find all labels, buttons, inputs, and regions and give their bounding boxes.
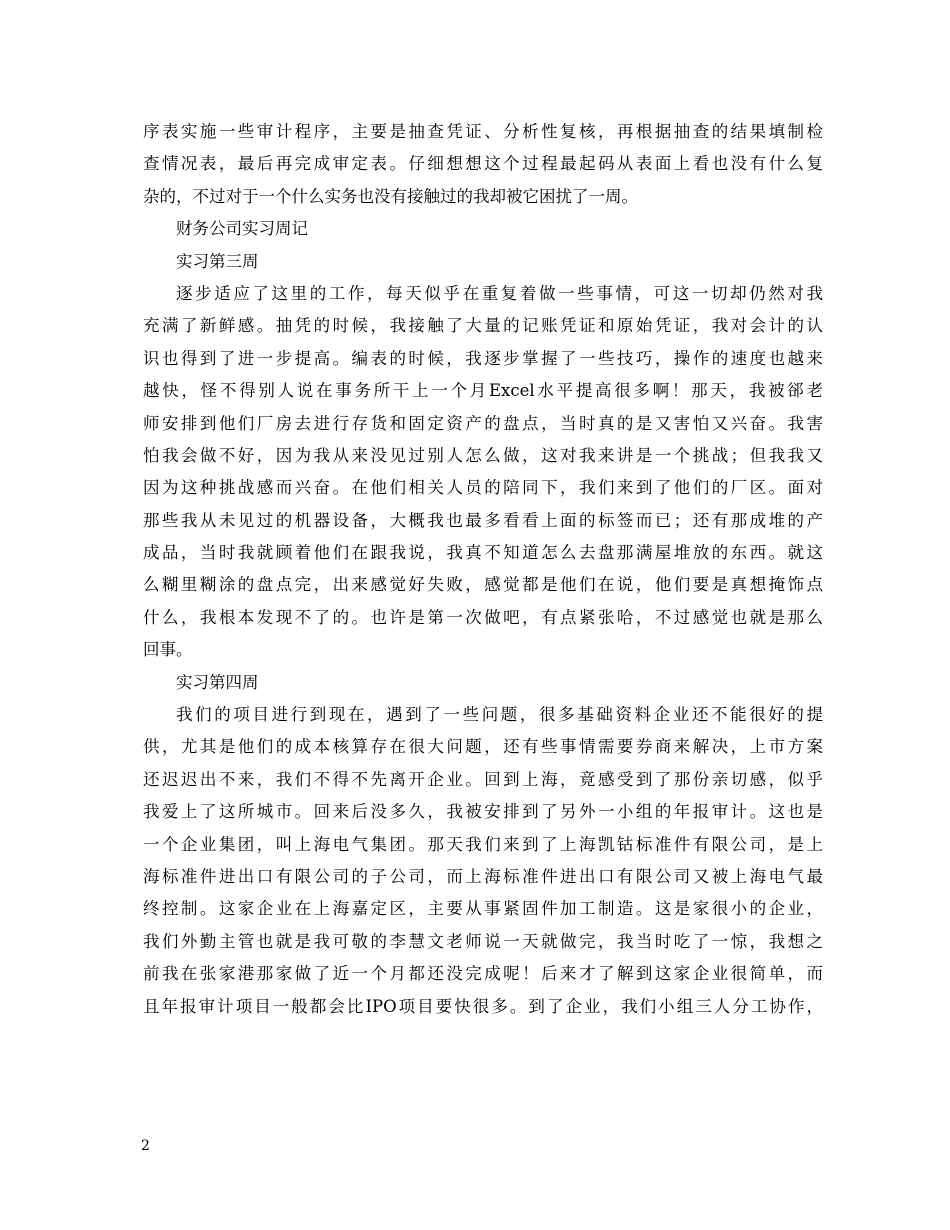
text-line: 识也得到了进一步提高。编表的时候，我逐步掌握了一些技巧，操作的速度也越来 xyxy=(143,348,823,368)
text-line: 那些我从未见过的机器设备，大概我也最多看看上面的标签而已；还有那成堆的产 xyxy=(143,510,823,530)
text-line: 我们外勤主管也就是我可敬的李慧文老师说一天就做完，我当时吃了一惊，我想之 xyxy=(143,931,823,951)
text-line: 供，尤其是他们的成本核算存在很大问题，还有些事情需要券商来解决，上市方案 xyxy=(143,737,823,757)
text-line: 我们的项目进行到现在，遇到了一些问题，很多基础资料企业还不能很好的提 xyxy=(176,705,823,725)
text-line: 我爱上了这所城市。回来后没多久，我被安排到了另外一小组的年报审计。这也是 xyxy=(143,802,823,822)
text-line: 还迟迟出不来，我们不得不先离开企业。回到上海，竟感受到了那份亲切感，似乎 xyxy=(143,769,823,789)
text-line: 因为这种挑战感而兴奋。在他们相关人员的陪同下，我们来到了他们的厂区。面对 xyxy=(143,478,823,498)
text-line: 师安排到他们厂房去进行存货和固定资产的盘点，当时真的是又害怕又兴奋。我害 xyxy=(143,413,823,433)
text-line: 且年报审计项目一般都会比IPO项目要快很多。到了企业，我们小组三人分工协作， xyxy=(143,996,823,1016)
text-line: 逐步适应了这里的工作，每天似乎在重复着做一些事情，可这一切却仍然对我 xyxy=(176,283,823,303)
text-line: 么糊里糊涂的盘点完，出来感觉好失败，感觉都是他们在说，他们要是真想掩饰点 xyxy=(143,575,823,595)
text-line: 充满了新鲜感。抽凭的时候，我接触了大量的记账凭证和原始凭证，我对会计的认 xyxy=(143,316,823,336)
text-line: 序表实施一些审计程序，主要是抽查凭证、分析性复核，再根据抽查的结果填制检 xyxy=(143,122,823,141)
text-line: 杂的，不过对于一个什么实务也没有接触过的我却被它困扰了一周。 xyxy=(143,186,638,206)
text-line: 财务公司实习周记 xyxy=(176,219,308,239)
text-line: 海标准件进出口有限公司的子公司，而上海标准件进出口有限公司又被上海电气最 xyxy=(143,866,823,886)
text-line: 成品，当时我就顾着他们在跟我说，我真不知道怎么去盘那满屋堆放的东西。就这 xyxy=(143,543,823,563)
body-text xyxy=(143,116,823,1023)
text-line: 终控制。这家企业在上海嘉定区，主要从事紧固件加工制造。这是家很小的企业， xyxy=(143,899,823,919)
text-line: 越快，怪不得别人说在事务所干上一个月Excel水平提高很多啊！那天，我被郤老 xyxy=(143,381,823,401)
text-line: 回事。 xyxy=(143,640,193,660)
page-number: 2 xyxy=(141,1138,150,1154)
text-line: 前我在张家港那家做了近一个月都还没完成呢！后来才了解到这家企业很简单，而 xyxy=(143,964,823,984)
text-line: 一个企业集团，叫上海电气集团。那天我们来到了上海凯钴标准件有限公司，是上 xyxy=(143,834,823,854)
text-line: 什么，我根本发现不了的。也许是第一次做吧，有点紧张哈，不过感觉也就是那么 xyxy=(143,607,823,627)
text-line: 实习第四周 xyxy=(176,672,259,692)
text-line: 怕我会做不好，因为我从来没见过别人怎么做，这对我来讲是一个挑战；但我我又 xyxy=(143,445,823,465)
text-line: 实习第三周 xyxy=(176,251,259,271)
text-line: 查情况表，最后再完成审定表。仔细想想这个过程最起码从表面上看也没有什么复 xyxy=(143,154,823,174)
